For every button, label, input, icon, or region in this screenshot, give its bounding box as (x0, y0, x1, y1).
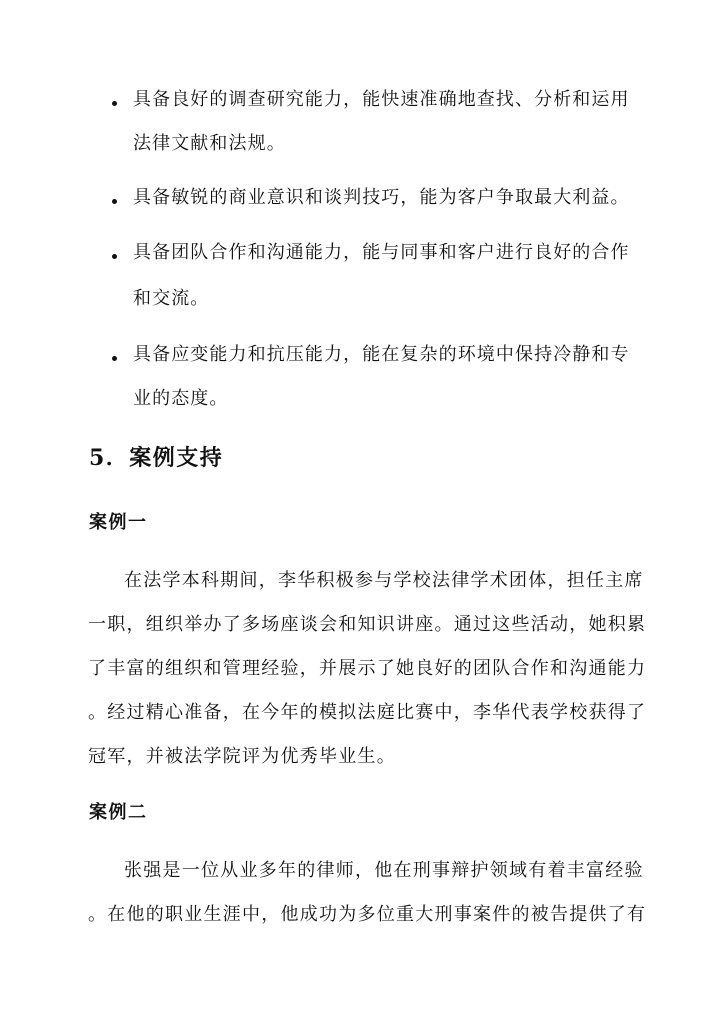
bullet-line: 具备敏锐的商业意识和谈判技巧，能为客户争取最大利益。 (133, 187, 630, 208)
bullet-line: 具备良好的调查研究能力，能快速准确地查找、分析和运用 (133, 89, 630, 110)
bullet-dot-icon (112, 101, 117, 106)
case-one-line: 冠军，并被法学院评为优秀毕业生。 (88, 746, 396, 767)
bullet-dot-icon (112, 356, 117, 361)
case-one-heading: 案例一 (89, 512, 148, 533)
case-two-line: 。在他的职业生涯中，他成功为多位重大刑事案件的被告提供了有 (88, 904, 647, 925)
case-one-line: 在法学本科期间，李华积极参与学校法律学术团体，担任主席 (124, 570, 644, 591)
case-two-line: 张强是一位从业多年的律师，他在刑事辩护领域有着丰富经验 (124, 860, 644, 881)
bullet-line: 具备应变能力和抗压能力，能在复杂的环境中保持冷静和专 (133, 344, 630, 365)
section-title: 5．案例支持 (89, 445, 224, 471)
bullet-line: 和交流。 (133, 288, 210, 309)
bullet-line: 具备团队合作和沟通能力，能与同事和客户进行良好的合作 (133, 242, 630, 263)
bullet-dot-icon (112, 199, 117, 204)
case-one-line: 了丰富的组织和管理经验，并展示了她良好的团队合作和沟通能力 (88, 658, 647, 679)
case-one-line: 。经过精心准备，在今年的模拟法庭比赛中，李华代表学校获得了 (88, 702, 647, 723)
case-two-heading: 案例二 (89, 802, 148, 823)
bullet-line: 法律文献和法规。 (133, 133, 286, 154)
bullet-line: 业的态度。 (133, 388, 229, 409)
bullet-dot-icon (112, 254, 117, 259)
case-one-line: 一职，组织举办了多场座谈会和知识讲座。通过这些活动，她积累 (88, 614, 647, 635)
